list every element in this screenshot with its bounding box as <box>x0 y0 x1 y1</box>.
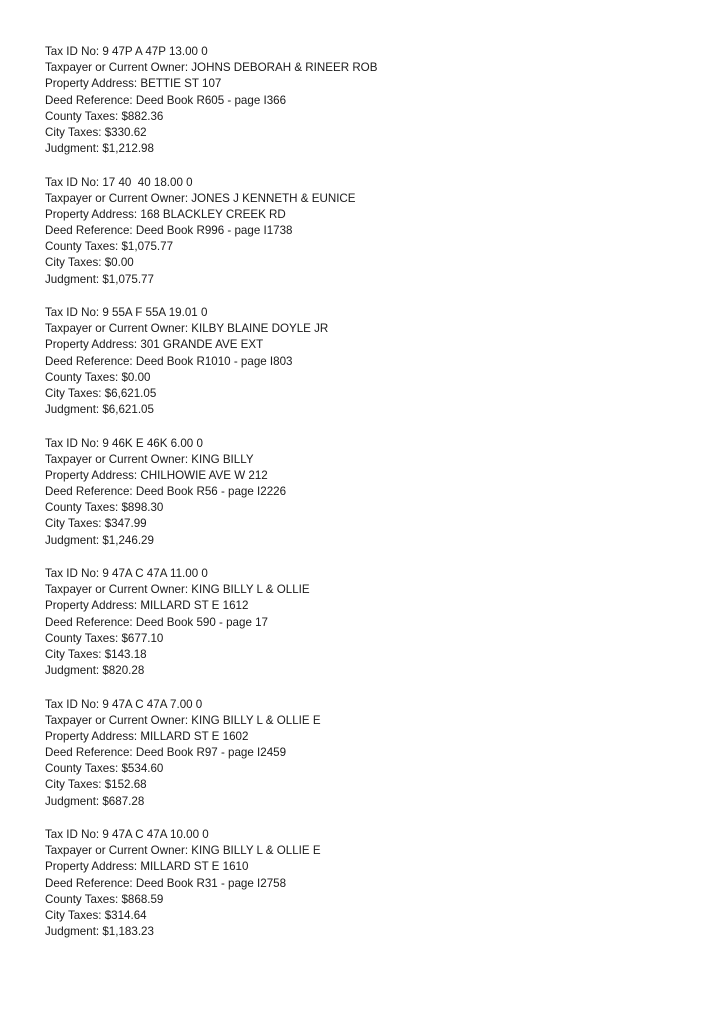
city-taxes-line: City Taxes: $0.00 <box>45 256 134 270</box>
city-taxes-line: City Taxes: $330.62 <box>45 125 147 139</box>
judgment-line: Judgment: $820.28 <box>45 664 145 678</box>
tax-record <box>45 44 685 157</box>
property-address-line: Property Address: CHILHOWIE AVE W 212 <box>45 468 268 482</box>
owner-line: Taxpayer or Current Owner: KING BILLY L & OLLIE E <box>45 713 321 727</box>
deed-reference-line: Deed Reference: Deed Book R56 - page I2226 <box>45 485 287 499</box>
county-taxes-line: County Taxes: $868.59 <box>45 892 164 906</box>
city-taxes-line: City Taxes: $152.68 <box>45 778 147 792</box>
tax-id-line: Tax ID No: 9 47A C 47A 7.00 0 <box>45 697 203 711</box>
judgment-line: Judgment: $1,075.77 <box>45 272 154 286</box>
owner-line: Taxpayer or Current Owner: JOHNS DEBORAH & RINEER ROB <box>45 61 378 75</box>
city-taxes-line: City Taxes: $314.64 <box>45 908 147 922</box>
county-taxes-line: County Taxes: $534.60 <box>45 762 164 776</box>
property-address-line: Property Address: 301 GRANDE AVE EXT <box>45 338 264 352</box>
tax-id-line: Tax ID No: 9 47A C 47A 11.00 0 <box>45 567 208 580</box>
tax-record-list <box>45 44 685 958</box>
owner-line: Taxpayer or Current Owner: KING BILLY L & OLLIE <box>45 583 310 597</box>
deed-reference-line: Deed Reference: Deed Book 590 - page 17 <box>45 615 269 629</box>
tax-record <box>45 305 685 418</box>
city-taxes-line: City Taxes: $143.18 <box>45 647 147 661</box>
county-taxes-line: County Taxes: $0.00 <box>45 370 151 384</box>
deed-reference-line: Deed Reference: Deed Book R31 - page I2758 <box>45 876 287 890</box>
tax-id-line: Tax ID No: 17 40 40 18.00 0 <box>45 175 193 189</box>
deed-reference-line: Deed Reference: Deed Book R605 - page I366 <box>45 93 287 107</box>
deed-reference-line: Deed Reference: Deed Book R97 - page I2459 <box>45 746 287 760</box>
tax-id-line: Tax ID No: 9 47A C 47A 10.00 0 <box>45 828 209 841</box>
city-taxes-line: City Taxes: $6,621.05 <box>45 386 157 400</box>
tax-id-line: Tax ID No: 9 46K E 46K 6.00 0 <box>45 436 203 450</box>
deed-reference-line: Deed Reference: Deed Book R1010 - page I803 <box>45 354 293 368</box>
tax-record <box>45 566 685 679</box>
tax-record <box>45 175 685 288</box>
tax-record <box>45 436 685 549</box>
county-taxes-line: County Taxes: $1,075.77 <box>45 240 174 254</box>
judgment-line: Judgment: $687.28 <box>45 794 145 808</box>
county-taxes-line: County Taxes: $677.10 <box>45 631 164 645</box>
owner-line: Taxpayer or Current Owner: KING BILLY <box>45 452 254 466</box>
deed-reference-line: Deed Reference: Deed Book R996 - page I1738 <box>45 224 293 238</box>
owner-line: Taxpayer or Current Owner: JONES J KENNETH & EUNICE <box>45 191 356 205</box>
tax-record <box>45 827 685 940</box>
judgment-line: Judgment: $6,621.05 <box>45 403 154 417</box>
county-taxes-line: County Taxes: $898.30 <box>45 501 164 515</box>
property-address-line: Property Address: MILLARD ST E 1612 <box>45 599 249 613</box>
judgment-line: Judgment: $1,183.23 <box>45 925 154 939</box>
property-address-line: Property Address: MILLARD ST E 1602 <box>45 729 249 743</box>
tax-record <box>45 697 685 810</box>
city-taxes-line: City Taxes: $347.99 <box>45 517 147 531</box>
tax-id-line: Tax ID No: 9 47P A 47P 13.00 0 <box>45 45 208 58</box>
county-taxes-line: County Taxes: $882.36 <box>45 109 164 123</box>
property-address-line: Property Address: BETTIE ST 107 <box>45 77 222 91</box>
owner-line: Taxpayer or Current Owner: KILBY BLAINE DOYLE JR <box>45 322 329 336</box>
judgment-line: Judgment: $1,246.29 <box>45 533 154 547</box>
owner-line: Taxpayer or Current Owner: KING BILLY L & OLLIE E <box>45 844 321 858</box>
property-address-line: Property Address: MILLARD ST E 1610 <box>45 860 249 874</box>
property-address-line: Property Address: 168 BLACKLEY CREEK RD <box>45 207 286 221</box>
judgment-line: Judgment: $1,212.98 <box>45 142 154 156</box>
tax-id-line: Tax ID No: 9 55A F 55A 19.01 0 <box>45 306 208 319</box>
